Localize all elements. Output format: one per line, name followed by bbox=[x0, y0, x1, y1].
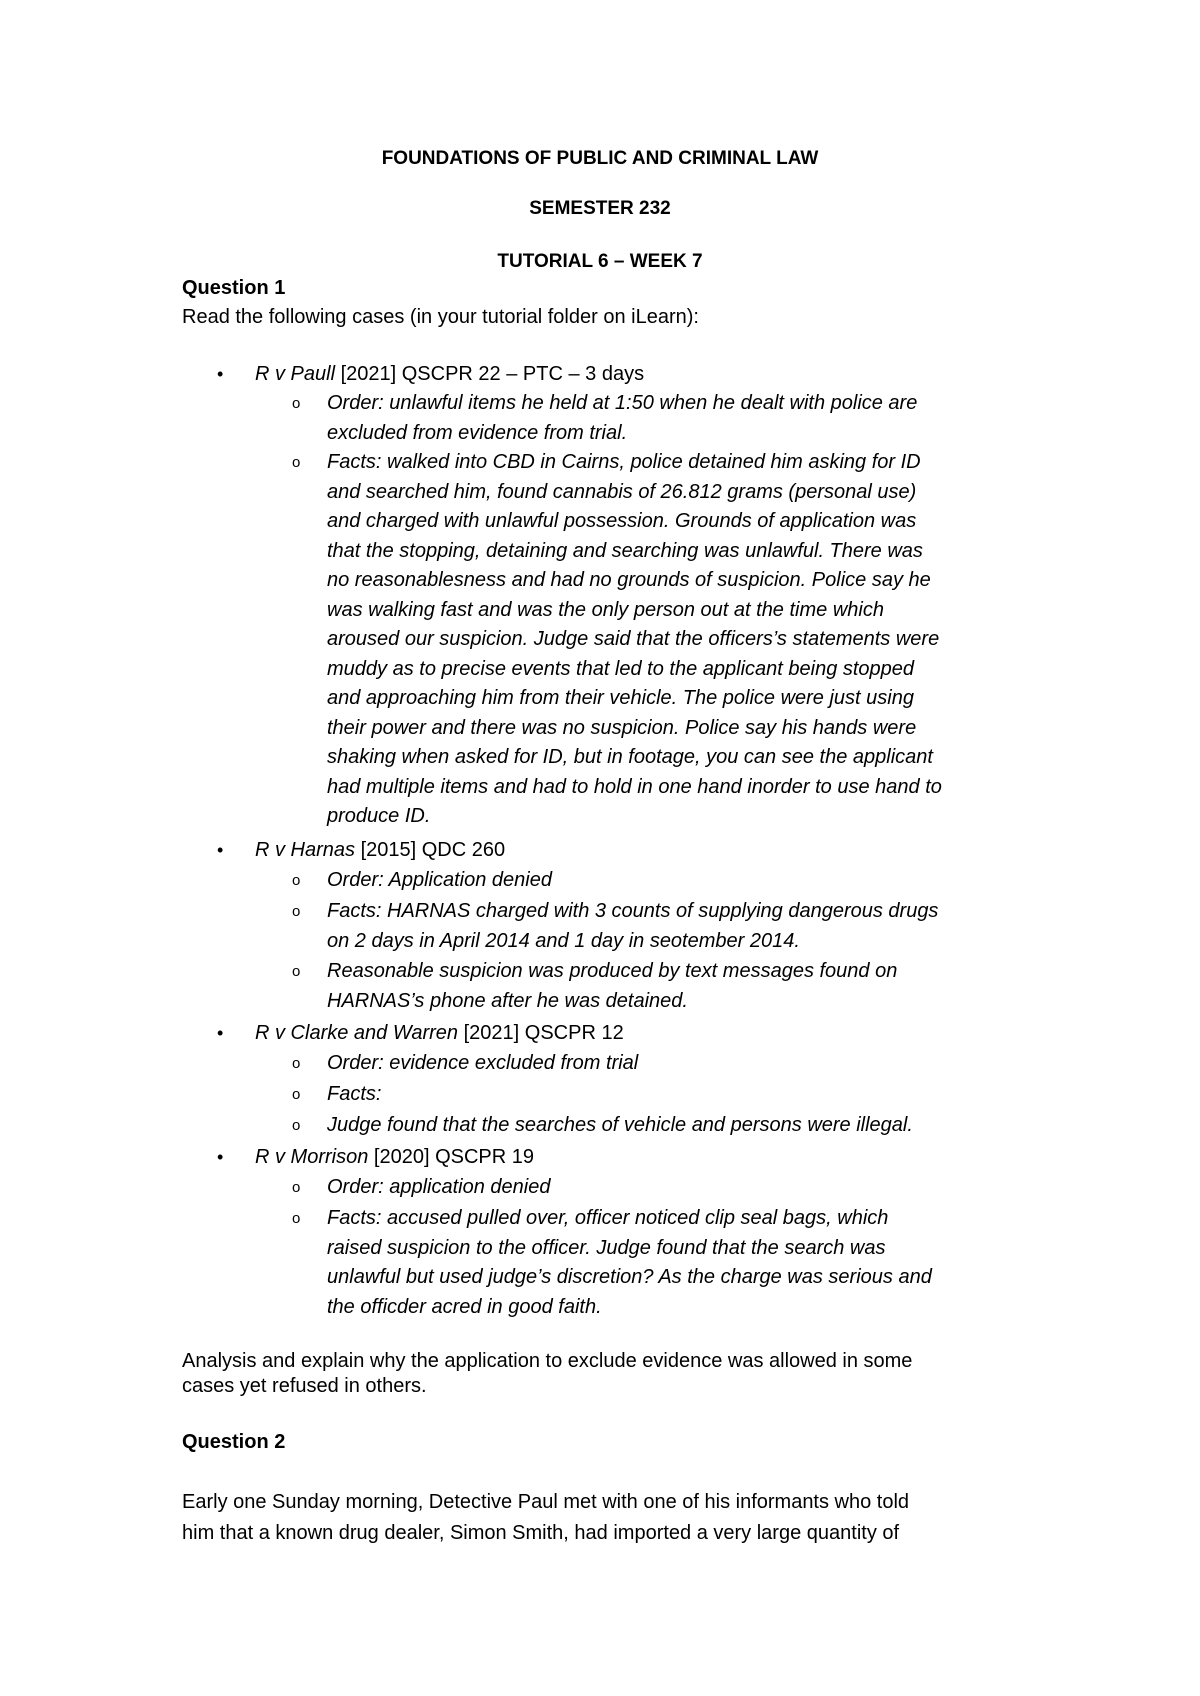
question1-intro: Read the following cases (in your tutorial folder on iLearn): bbox=[182, 306, 699, 328]
case-citation: [2015] QDC 260 bbox=[355, 839, 506, 861]
question2-paragraph bbox=[182, 1487, 1032, 1549]
facts-line: Facts: HARNAS charged with 3 counts of supplying dangerous drugs bbox=[327, 900, 939, 922]
question2-heading: Question 2 bbox=[182, 1431, 286, 1453]
analysis-line: cases yet refused in others. bbox=[182, 1375, 427, 1397]
facts-line: Facts: bbox=[327, 1083, 382, 1105]
sub-bullet-icon: o bbox=[292, 1179, 301, 1196]
facts-line: the officder acred in good faith. bbox=[327, 1295, 602, 1318]
facts-line: and charged with unlawful possession. Grounds of application was bbox=[327, 510, 917, 532]
paull-order bbox=[327, 389, 1027, 448]
sub-bullet-icon: o bbox=[292, 963, 301, 980]
facts-line: muddy as to precise events that led to the applicant being stopped bbox=[327, 657, 915, 680]
sub-bullet-icon: o bbox=[292, 1055, 301, 1072]
clarke-finding bbox=[327, 1111, 1027, 1141]
question2-line: him that a known drug dealer, Simon Smith, had imported a very large quantity of bbox=[182, 1522, 900, 1544]
sub-bullet-icon: o bbox=[292, 1117, 301, 1134]
facts-line: produce ID. bbox=[327, 805, 431, 827]
facts-line: raised suspicion to the officer. Judge found that the search was bbox=[327, 1236, 886, 1259]
facts-line: Facts: accused pulled over, officer noticed clip seal bags, which bbox=[327, 1207, 889, 1229]
semester-title: SEMESTER 232 bbox=[529, 198, 671, 219]
sub-bullet-icon: o bbox=[292, 454, 301, 471]
facts-line: their power and there was no suspicion. Police say his hands were bbox=[327, 716, 917, 739]
facts-line: shaking when asked for ID, but in footage, you can see the applicant bbox=[327, 746, 933, 768]
harnas-suspicion bbox=[327, 957, 1027, 1016]
question2-line: Early one Sunday morning, Detective Paul met with one of his informants who told bbox=[182, 1491, 910, 1513]
facts-line: aroused our suspicion. Judge said that the officers’s statements were bbox=[327, 628, 940, 650]
course-title: FOUNDATIONS OF PUBLIC AND CRIMINAL LAW bbox=[381, 148, 819, 169]
case-harnas-heading bbox=[255, 838, 505, 862]
bullet-icon: • bbox=[217, 1147, 224, 1167]
facts-line: was walking fast and was the only person out at the time which bbox=[327, 598, 884, 621]
case-paull-heading bbox=[255, 362, 644, 386]
facts-line: no reasonablesness and had no grounds of suspicion. Police say he bbox=[327, 569, 931, 591]
morrison-order bbox=[327, 1173, 1027, 1203]
morrison-facts bbox=[327, 1204, 1027, 1322]
facts-line: on 2 days in April 2014 and 1 day in seotember 2014. bbox=[327, 929, 800, 952]
clarke-order bbox=[327, 1049, 1027, 1079]
order-line: Order: application denied bbox=[327, 1176, 551, 1198]
facts-line: Facts: walked into CBD in Cairns, police detained him asking for ID bbox=[327, 451, 921, 473]
sub-bullet-icon: o bbox=[292, 872, 301, 889]
analysis-line: Analysis and explain why the application to exclude evidence was allowed in some bbox=[182, 1350, 913, 1372]
bullet-icon: • bbox=[217, 1023, 224, 1043]
order-line: excluded from evidence from trial. bbox=[327, 421, 628, 444]
facts-line: and approaching him from their vehicle. The police were just using bbox=[327, 687, 914, 709]
case-morrison-heading bbox=[255, 1145, 534, 1169]
order-line: Order: unlawful items he held at 1:50 when he dealt with police are bbox=[327, 392, 918, 414]
paull-facts bbox=[327, 448, 1027, 832]
tutorial-title: TUTORIAL 6 – WEEK 7 bbox=[497, 251, 703, 272]
sub-bullet-icon: o bbox=[292, 395, 301, 412]
finding-line: Judge found that the searches of vehicle and persons were illegal. bbox=[327, 1114, 913, 1136]
clarke-facts bbox=[327, 1080, 1027, 1110]
case-citation: [2021] QSCPR 22 – PTC – 3 days bbox=[335, 363, 645, 385]
order-line: Order: evidence excluded from trial bbox=[327, 1052, 639, 1074]
suspicion-line: Reasonable suspicion was produced by text messages found on bbox=[327, 960, 898, 982]
sub-bullet-icon: o bbox=[292, 1086, 301, 1103]
facts-line: unlawful but used judge’s discretion? As the charge was serious and bbox=[327, 1266, 932, 1288]
case-name: R v Morrison bbox=[255, 1146, 369, 1168]
case-name: R v Paull bbox=[255, 363, 336, 385]
facts-line: and searched him, found cannabis of 26.812 grams (personal use) bbox=[327, 480, 917, 503]
harnas-order bbox=[327, 866, 1027, 896]
sub-bullet-icon: o bbox=[292, 1210, 301, 1227]
case-name: R v Clarke and Warren bbox=[255, 1022, 459, 1044]
analysis-paragraph bbox=[182, 1349, 1032, 1399]
case-citation: [2021] QSCPR 12 bbox=[458, 1022, 624, 1044]
facts-line: that the stopping, detaining and searching was unlawful. There was bbox=[327, 539, 923, 562]
bullet-icon: • bbox=[217, 840, 224, 860]
case-citation: [2020] QSCPR 19 bbox=[368, 1146, 535, 1168]
harnas-facts bbox=[327, 897, 1027, 956]
case-clarke-heading bbox=[255, 1021, 624, 1045]
case-name: R v Harnas bbox=[255, 839, 356, 861]
suspicion-line: HARNAS’s phone after he was detained. bbox=[327, 989, 688, 1012]
bullet-icon: • bbox=[217, 364, 224, 384]
order-line: Order: Application denied bbox=[327, 869, 552, 891]
sub-bullet-icon: o bbox=[292, 903, 301, 920]
facts-line: had multiple items and had to hold in one hand inorder to use hand to bbox=[327, 775, 942, 798]
question1-heading: Question 1 bbox=[182, 277, 286, 299]
